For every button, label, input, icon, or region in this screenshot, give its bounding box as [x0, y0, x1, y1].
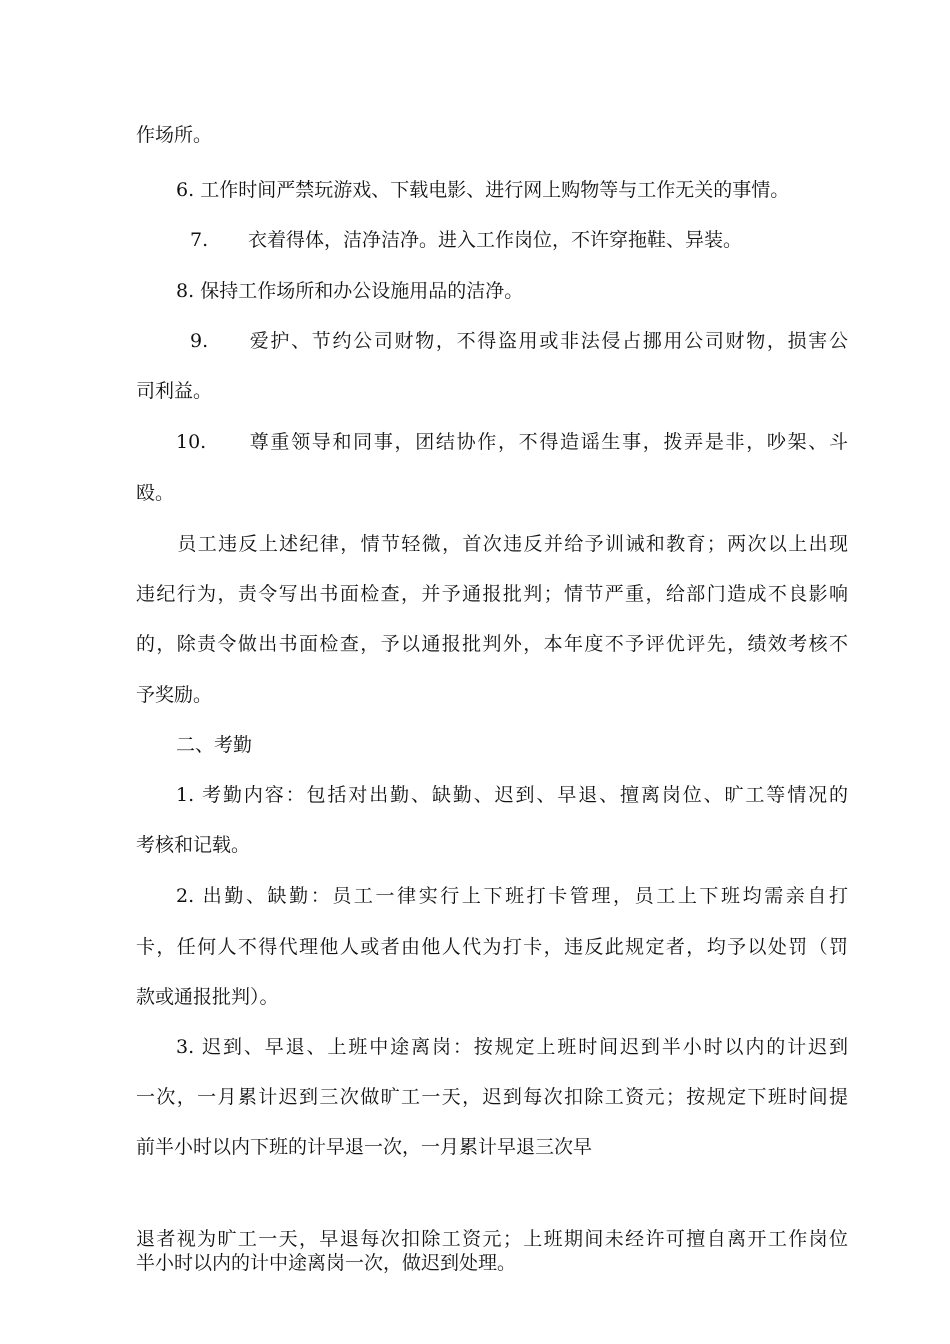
- text-line: 半小时以内的计中途离岗一次，做迟到处理。: [136, 1252, 517, 1274]
- rule-item-9: [136, 329, 848, 353]
- text-line: [136, 783, 848, 807]
- item-text: 衣着得体，洁净洁净。进入工作岗位，不许穿拖鞋、异装。: [248, 229, 743, 251]
- text-line: 作场所。: [136, 124, 213, 146]
- item-number: 6.: [176, 179, 195, 201]
- text-line: 予奖励。: [136, 684, 213, 706]
- text-line: 考核和记载。: [136, 834, 251, 856]
- text-line: 司利益。: [136, 380, 213, 402]
- paragraph-text: 2. 出勤、缺勤：员工一律实行上下班打卡管理，员工上下班均需亲自打: [176, 885, 848, 907]
- text-line: 前半小时以内下班的计早退一次，一月累计早退三次早: [136, 1136, 593, 1158]
- rule-item-8: [136, 279, 848, 303]
- paragraph-text: 3. 迟到、早退、上班中途离岗：按规定上班时间迟到半小时以内的计迟到: [176, 1036, 848, 1058]
- heading-text: 二、考勤: [176, 734, 253, 756]
- text-line: 款或通报批判）。: [136, 986, 279, 1008]
- rule-item-7: [136, 228, 848, 252]
- text-line: 一次，一月累计迟到三次做旷工一天，迟到每次扣除工资元；按规定下班时间提: [136, 1086, 848, 1108]
- text-line: [136, 884, 848, 908]
- item-text: 工作时间严禁玩游戏、下载电影、进行网上购物等与工作无关的事情。: [200, 179, 790, 201]
- text-line: 卡，任何人不得代理他人或者由他人代为打卡，违反此规定者，均予以处罚（罚: [136, 936, 848, 958]
- text-line: [136, 1035, 848, 1059]
- item-number: 10.: [176, 431, 207, 453]
- item-text: 爱护、节约公司财物，不得盗用或非法侵占挪用公司财物，损害公: [248, 330, 848, 352]
- paragraph-text: 员工违反上述纪律，情节轻微，首次违反并给予训诫和教育；两次以上出现: [176, 533, 848, 555]
- rule-item-10: [136, 430, 848, 454]
- text-line: 殴。: [136, 482, 175, 504]
- item-text: 尊重领导和同事，团结协作，不得造谣生事，拨弄是非，吵架、斗: [248, 431, 848, 453]
- item-number: 9.: [190, 330, 209, 352]
- item-text: 保持工作场所和办公设施用品的洁净。: [200, 280, 524, 302]
- text-line: 退者视为旷工一天，早退每次扣除工资元；上班期间未经许可擅自离开工作岗位: [136, 1228, 848, 1250]
- paragraph-text: 1. 考勤内容：包括对出勤、缺勤、迟到、早退、擅离岗位、旷工等情况的: [176, 784, 848, 806]
- text-line: [136, 532, 848, 556]
- text-line: 违纪行为，责令写出书面检查，并予通报批判；情节严重，给部门造成不良影响: [136, 583, 848, 605]
- item-number: 8.: [176, 280, 195, 302]
- rule-item-6: [136, 178, 848, 202]
- item-number: 7.: [190, 229, 209, 251]
- text-line: 的，除责令做出书面检查，予以通报批判外，本年度不予评优评先，绩效考核不: [136, 633, 848, 655]
- section-heading: [136, 733, 848, 757]
